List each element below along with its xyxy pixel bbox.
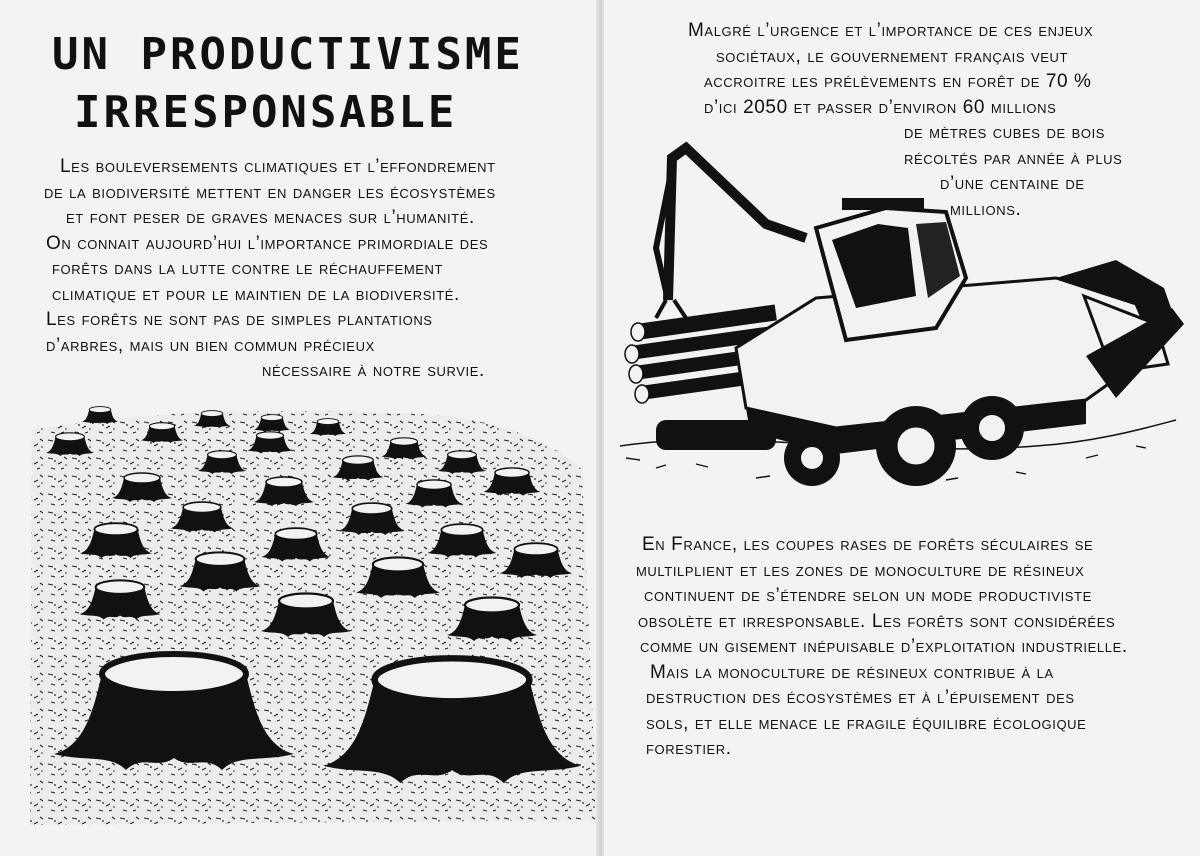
left-page [0, 0, 598, 856]
harvest-line: millions. [950, 198, 1022, 220]
monoculture-line: forestier. [646, 738, 732, 759]
harvest-line: récoltés par année à plus [904, 147, 1123, 169]
monoculture-paragraph [636, 532, 1128, 762]
forestry-harvester-machine-illustration [616, 128, 1186, 512]
intro-line: Les bouleversements climatiques et l’effondrement [60, 156, 496, 177]
harvest-line: sociétaux, le gouvernement français veut [716, 45, 1069, 67]
intro-line: climatique et pour le maintien de la biodiversité. [52, 283, 460, 305]
monoculture-line: comme un gisement inépuisable d’exploitation industrielle. [640, 636, 1128, 657]
intro-line: Les forêts ne sont pas de simples plantations [46, 309, 433, 330]
harvest-line: Malgré l’urgence et l’importance de ces enjeux [688, 20, 1094, 41]
harvest-line: d’ici 2050 et passer d’environ 60 millions [704, 96, 1057, 118]
monoculture-line: destruction des écosystèmes et à l’épuisement des [646, 687, 1075, 708]
intro-paragraph [44, 154, 496, 384]
harvest-line: d’une centaine de [940, 173, 1085, 194]
intro-line: et font peser de graves menaces sur l’humanité. [66, 207, 475, 228]
title-line-2: IRRESPONSABLE [74, 87, 458, 138]
intro-line: On connait aujourd’hui l’importance primordiale des [46, 232, 489, 254]
monoculture-line: continuent de s’étendre selon un mode productiviste [644, 585, 1092, 606]
page-title [52, 26, 524, 142]
monoculture-line: sols, et elle menace le fragile équilibre écologique [646, 712, 1087, 734]
tree-stumps-field-illustration [22, 400, 602, 840]
intro-line: forêts dans la lutte contre le réchauffement [52, 258, 444, 279]
monoculture-line: En France, les coupes rases de forêts séculaires se [642, 534, 1094, 555]
monoculture-line: Mais la monoculture de résineux contribue à la [650, 661, 1054, 683]
monoculture-line: obsolète et irresponsable. Les forêts sont considérées [638, 610, 1116, 632]
monoculture-line: multilplient et les zones de monoculture de résineux [636, 559, 1085, 581]
harvest-line: de mètres cubes de bois [904, 122, 1106, 143]
title-line-1: UN PRODUCTIVISME [52, 29, 524, 80]
intro-line: d’arbres, mais un bien commun précieux [46, 334, 375, 356]
intro-line: nécessaire à notre survie. [262, 360, 485, 381]
harvest-line: accroitre les prélèvements en forêt de 70 % [704, 71, 1092, 92]
intro-line: de la biodiversité mettent en danger les écosystèmes [44, 181, 496, 203]
